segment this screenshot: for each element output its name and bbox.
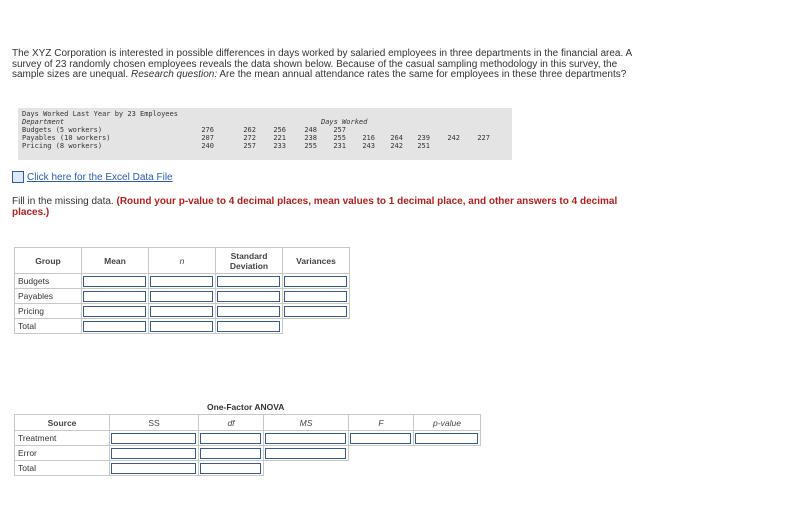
data-block-title: Days Worked Last Year by 23 Employees (22, 110, 178, 118)
table-cell (264, 431, 349, 446)
table-row (15, 431, 481, 446)
table-cell (283, 289, 350, 304)
answer-input[interactable] (111, 463, 196, 474)
data-row-label: Pricing (8 workers) (22, 142, 103, 150)
header-ss: SS (110, 415, 199, 431)
answer-input[interactable] (284, 276, 347, 287)
header-p-value: p-value (414, 415, 481, 431)
data-block (18, 108, 512, 160)
research-question-label: Research question: (130, 69, 218, 80)
header-ms: MS (264, 415, 349, 431)
anova-title: One-Factor ANOVA (207, 402, 285, 412)
table-row (15, 274, 350, 289)
answer-input[interactable] (111, 448, 196, 459)
answer-input[interactable] (284, 306, 347, 317)
excel-data-link[interactable] (12, 171, 173, 183)
header-source: Source (15, 415, 110, 431)
table-cell (149, 319, 216, 334)
answer-input[interactable] (265, 448, 346, 459)
instructions-rounding: (Round your p-value to 4 decimal places, mean values to 1 decimal place, and other answers to 4 decimal places.) (12, 196, 618, 218)
data-value: 242 (390, 142, 403, 150)
table-cell (216, 289, 283, 304)
answer-input[interactable] (83, 321, 146, 332)
data-value: 240 (201, 142, 214, 150)
data-value: 238 (304, 134, 317, 142)
data-value: 207 (201, 134, 214, 142)
problem-statement (12, 49, 637, 81)
data-row-label: Budgets (5 workers) (22, 126, 103, 134)
header-std-dev: Standard Deviation (216, 248, 283, 274)
header-n: n (149, 248, 216, 274)
answer-input[interactable] (83, 306, 146, 317)
table-cell (82, 274, 149, 289)
data-value: 239 (417, 134, 430, 142)
table-cell (110, 431, 199, 446)
row-label: Budgets (15, 274, 82, 289)
table-cell (216, 304, 283, 319)
answer-input[interactable] (200, 463, 261, 474)
data-value: 255 (304, 142, 317, 150)
table-cell (199, 431, 264, 446)
table-row (15, 289, 350, 304)
answer-input[interactable] (217, 306, 280, 317)
table-cell (283, 319, 350, 334)
data-value: 255 (333, 134, 346, 142)
instructions (12, 196, 632, 218)
answer-input[interactable] (217, 291, 280, 302)
data-value: 257 (333, 126, 346, 134)
table-cell (199, 446, 264, 461)
data-value: 276 (201, 126, 214, 134)
table-cell (414, 446, 481, 461)
research-question-text: Are the mean annual attendance rates the same for employees in these three departments? (219, 69, 627, 80)
row-label: Pricing (15, 304, 82, 319)
data-value: 231 (333, 142, 346, 150)
answer-input[interactable] (150, 306, 213, 317)
row-label: Total (15, 319, 82, 334)
header-mean: Mean (82, 248, 149, 274)
data-value: 272 (243, 134, 256, 142)
answer-input[interactable] (217, 321, 280, 332)
answer-input[interactable] (200, 448, 261, 459)
anova-table (14, 414, 481, 476)
table-cell (283, 304, 350, 319)
summary-table (14, 247, 350, 334)
row-label: Total (15, 461, 110, 476)
data-row-label: Payables (10 workers) (22, 134, 111, 142)
table-cell (414, 431, 481, 446)
data-value: 251 (417, 142, 430, 150)
data-value: 256 (273, 126, 286, 134)
data-value: 242 (447, 134, 460, 142)
data-value: 257 (243, 142, 256, 150)
table-row (15, 446, 481, 461)
table-cell (264, 446, 349, 461)
answer-input[interactable] (200, 433, 261, 444)
days-header: Days Worked (321, 118, 368, 126)
table-cell (283, 274, 350, 289)
answer-input[interactable] (284, 291, 347, 302)
table-cell (82, 319, 149, 334)
header-df: df (199, 415, 264, 431)
data-value: 243 (362, 142, 375, 150)
data-value: 264 (390, 134, 403, 142)
table-cell (349, 461, 414, 476)
header-variances: Variances (283, 248, 350, 274)
answer-input[interactable] (83, 276, 146, 287)
dept-header: Department (22, 118, 65, 126)
table-row (15, 319, 350, 334)
data-value: 262 (243, 126, 256, 134)
table-cell (216, 319, 283, 334)
answer-input[interactable] (111, 433, 196, 444)
instructions-prefix: Fill in the missing data. (12, 196, 114, 207)
answer-input[interactable] (350, 433, 411, 444)
answer-input[interactable] (150, 291, 213, 302)
table-row (15, 304, 350, 319)
answer-input[interactable] (83, 291, 146, 302)
table-cell (349, 446, 414, 461)
table-cell (82, 304, 149, 319)
excel-link-text[interactable]: Click here for the Excel Data File (27, 171, 173, 183)
header-f: F (349, 415, 414, 431)
table-cell (349, 431, 414, 446)
table-cell (264, 461, 349, 476)
table-cell (216, 274, 283, 289)
table-cell (149, 274, 216, 289)
data-value: 227 (477, 134, 490, 142)
table-cell (149, 304, 216, 319)
table-cell (149, 289, 216, 304)
row-label: Error (15, 446, 110, 461)
table-cell (110, 461, 199, 476)
table-cell (110, 446, 199, 461)
data-value: 248 (304, 126, 317, 134)
header-group: Group (15, 248, 82, 274)
data-value: 221 (273, 134, 286, 142)
answer-input[interactable] (265, 433, 346, 444)
table-cell (414, 461, 481, 476)
row-label: Treatment (15, 431, 110, 446)
table-cell (199, 461, 264, 476)
answer-input[interactable] (150, 276, 213, 287)
table-cell (82, 289, 149, 304)
data-value: 216 (362, 134, 375, 142)
answer-input[interactable] (150, 321, 213, 332)
table-row (15, 461, 481, 476)
answer-input[interactable] (415, 433, 478, 444)
row-label: Payables (15, 289, 82, 304)
excel-file-icon (12, 171, 24, 183)
answer-input[interactable] (217, 276, 280, 287)
intro-text: The XYZ Corporation is interested in possible differences in days worked by salaried employees in three departments in the financial area. A survey of 23 randomly chosen employees reveals the data shown below. Because of the casual sampling methodology in this survey, the sample sizes are unequal. (12, 48, 632, 80)
data-value: 233 (273, 142, 286, 150)
